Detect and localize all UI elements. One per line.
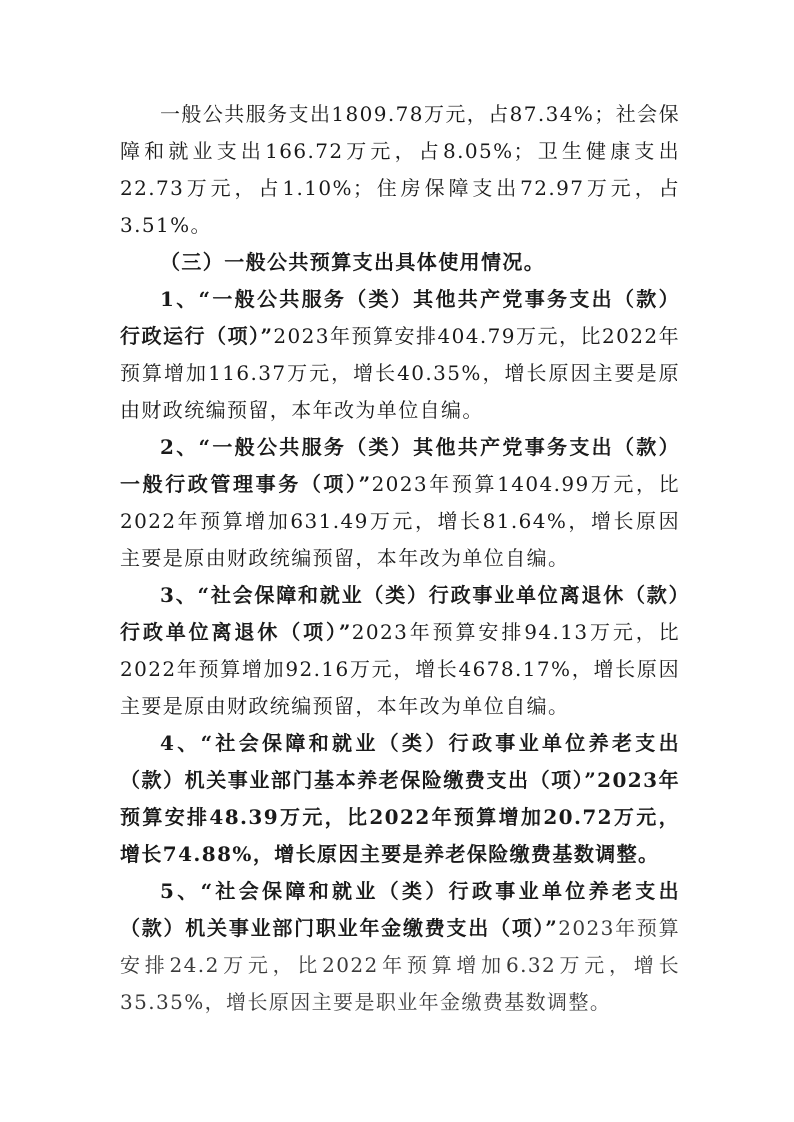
item-4-title: 4、“社会保障和就业（类）行政事业单位养老支出（款）机关事业部门基本养老保险缴费支出（项）” [120,731,680,792]
item-3 [120,577,680,725]
item-3-title: 3、“社会保障和就业（类）行政事业单位离退休（款）行政单位离退休（项）” [120,583,680,644]
item-2 [120,429,680,577]
document-page [120,96,680,1021]
item-1-title: 1、“一般公共服务（类）其他共产党事务支出（款）行政运行（项）” [120,287,680,348]
section-heading: （三）一般公共预算支出具体使用情况。 [160,250,546,274]
item-1 [120,281,680,429]
item-4 [120,725,680,873]
summary-paragraph: 一般公共服务支出1809.78万元，占87.34%；社会保障和就业支出166.72万元，占8.05%；卫生健康支出22.73万元，占1.10%；住房保障支出72.97万元，占3.51%。 [120,102,680,237]
item-1-body: 2023年预算安排404.79万元，比2022年预算增加116.37万元，增长40.35%，增长原因主要是原由财政统编预留，本年改为单位自编。 [120,324,680,422]
item-2-title: 2、“一般公共服务（类）其他共产党事务支出（款）一般行政管理事务（项）” [120,435,680,496]
item-5-body: 2023年预算安排24.2万元，比2022年预算增加6.32万元，增长35.35%，增长原因主要是职业年金缴费基数调整。 [120,916,680,1014]
item-5 [120,873,680,1021]
item-3-body: 2023年预算安排94.13万元，比2022年预算增加92.16万元，增长4678.17%，增长原因主要是原由财政统编预留，本年改为单位自编。 [120,620,681,718]
item-2-body: 2023年预算1404.99万元，比2022年预算增加631.49万元，增长81.64%，增长原因主要是原由财政统编预留，本年改为单位自编。 [120,472,680,570]
item-4-body: 2023年预算安排48.39万元，比2022年预算增加20.72万元，增长74.88%，增长原因主要是养老保险缴费基数调整。 [120,768,680,866]
item-5-title: 5、“社会保障和就业（类）行政事业单位养老支出（款）机关事业部门职业年金缴费支出（项）” [120,879,680,940]
